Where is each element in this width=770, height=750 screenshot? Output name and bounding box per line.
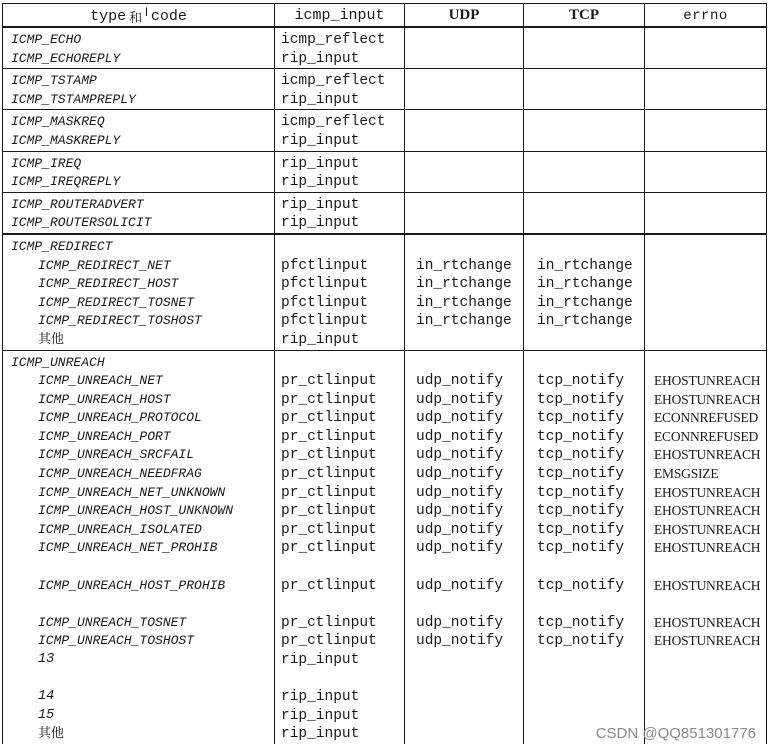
handler: pr_ctlinput: [281, 410, 377, 427]
tcp-handler: tcp_notify: [537, 540, 625, 557]
header-type-and-code: [3, 4, 275, 28]
symbol: ICMP_TSTAMP: [11, 73, 97, 89]
udp-handler: udp_notify: [416, 447, 504, 464]
group-ireq: [3, 151, 767, 192]
udp-handler: in_rtchange: [416, 257, 512, 274]
udp-handler: udp_notify: [416, 391, 504, 408]
handler: pr_ctlinput: [281, 577, 377, 594]
header-tcp: TCP: [524, 4, 645, 28]
symbol: ICMP_MASKREQ: [11, 114, 105, 130]
udp-handler: udp_notify: [416, 484, 504, 501]
handler: pfctlinput: [281, 257, 369, 274]
errno-value: EHOSTUNREACH: [654, 373, 761, 389]
tcp-cell: [524, 192, 645, 234]
icmp-input-cell: [275, 110, 405, 151]
symbol-other: 其他: [38, 726, 65, 742]
errno-cell: [645, 234, 767, 350]
type-code-cell: [3, 69, 275, 110]
tcp-handler: tcp_notify: [537, 577, 625, 594]
group-title: ICMP_REDIRECT: [11, 238, 113, 254]
handler: icmp_reflect: [281, 32, 386, 48]
icmp-input-cell: [275, 151, 405, 192]
icmp-dispatch-table: [2, 3, 767, 744]
symbol: ICMP_UNREACH_HOST_PROHIB: [38, 577, 226, 593]
group-router: [3, 192, 767, 234]
tcp-handler: in_rtchange: [537, 294, 633, 311]
handler: pfctlinput: [281, 276, 369, 293]
icmp-input-cell: [275, 69, 405, 110]
table-header-row: [3, 4, 767, 28]
handler: rip_input: [281, 196, 360, 213]
symbol: ICMP_UNREACH_PROTOCOL: [38, 410, 202, 426]
handler: pr_ctlinput: [281, 484, 377, 501]
errno-value: EHOSTUNREACH: [654, 521, 761, 537]
handler: pr_ctlinput: [281, 521, 377, 538]
handler: pr_ctlinput: [281, 373, 377, 390]
symbol: ICMP_UNREACH_NET_UNKNOWN: [38, 484, 226, 500]
errno-value: EHOSTUNREACH: [654, 577, 761, 593]
udp-cell: [405, 350, 524, 744]
tcp-handler: in_rtchange: [537, 257, 633, 274]
type-code-cell: [3, 151, 275, 192]
udp-cell: [405, 110, 524, 151]
udp-cell: [405, 69, 524, 110]
handler: icmp_reflect: [281, 73, 386, 90]
errno-value: EHOSTUNREACH: [654, 391, 761, 407]
header-code-label: code: [150, 8, 187, 25]
type-code-cell: [3, 110, 275, 151]
handler: pfctlinput: [281, 294, 369, 311]
tcp-handler: tcp_notify: [537, 484, 625, 501]
handler: rip_input: [281, 689, 360, 706]
errno-value: EHOSTUNREACH: [654, 540, 761, 556]
handler: pr_ctlinput: [281, 633, 377, 650]
udp-handler: udp_notify: [416, 633, 504, 650]
errno-cell: [645, 192, 767, 234]
symbol: ICMP_ROUTERADVERT: [11, 196, 144, 212]
errno-value: EHOSTUNREACH: [654, 484, 761, 500]
errno-value: EHOSTUNREACH: [654, 633, 761, 649]
symbol: ICMP_ECHO: [11, 32, 82, 47]
errno-cell: [645, 350, 767, 744]
errno-value: EHOSTUNREACH: [654, 503, 761, 519]
tcp-cell: [524, 234, 645, 350]
tcp-handler: tcp_notify: [537, 391, 625, 408]
tcp-handler: tcp_notify: [537, 633, 625, 650]
symbol: ICMP_ROUTERSOLICIT: [11, 215, 152, 231]
symbol: ICMP_UNREACH_ISOLATED: [38, 521, 202, 537]
tcp-cell: [524, 151, 645, 192]
handler: rip_input: [281, 91, 360, 108]
tcp-handler: tcp_notify: [537, 410, 625, 427]
header-errno: errno: [645, 4, 767, 28]
handler: rip_input: [281, 132, 360, 149]
tcp-handler: tcp_notify: [537, 373, 625, 390]
type-code-cell: [3, 27, 275, 69]
group-redirect: [3, 234, 767, 350]
tcp-handler: tcp_notify: [537, 614, 625, 631]
handler: pr_ctlinput: [281, 466, 377, 483]
symbol: ICMP_TSTAMPREPLY: [11, 91, 136, 107]
udp-handler: udp_notify: [416, 503, 504, 520]
udp-handler: udp_notify: [416, 466, 504, 483]
handler: pr_ctlinput: [281, 540, 377, 557]
tcp-handler: tcp_notify: [537, 521, 625, 538]
udp-handler: udp_notify: [416, 521, 504, 538]
handler: pfctlinput: [281, 313, 369, 330]
symbol: ICMP_UNREACH_TOSNET: [38, 614, 187, 630]
icmp-input-cell: [275, 192, 405, 234]
symbol-other: 其他: [38, 331, 65, 347]
icmp-input-cell: [275, 350, 405, 744]
symbol-code-15: 15: [38, 707, 55, 723]
udp-cell: [405, 234, 524, 350]
handler: rip_input: [281, 726, 360, 743]
symbol: ICMP_UNREACH_SRCFAIL: [38, 447, 195, 463]
symbol: ICMP_REDIRECT_NET: [38, 257, 171, 273]
errno-value: ECONNREFUSED: [654, 428, 759, 444]
tcp-handler: tcp_notify: [537, 428, 625, 445]
symbol: ICMP_IREQ: [11, 155, 82, 171]
udp-handler: udp_notify: [416, 373, 504, 390]
udp-cell: [405, 27, 524, 69]
tcp-handler: in_rtchange: [537, 276, 633, 293]
handler: pr_ctlinput: [281, 391, 377, 408]
udp-handler: in_rtchange: [416, 276, 512, 293]
type-code-cell: [3, 192, 275, 234]
handler: rip_input: [281, 331, 360, 348]
symbol: ICMP_UNREACH_HOST_UNKNOWN: [38, 503, 234, 519]
errno-value: EHOSTUNREACH: [654, 447, 761, 463]
handler: rip_input: [281, 707, 360, 724]
symbol: ICMP_UNREACH_NEEDFRAG: [38, 466, 202, 482]
udp-cell: [405, 192, 524, 234]
tcp-handler: tcp_notify: [537, 466, 625, 483]
tcp-cell: [524, 350, 645, 744]
symbol: ICMP_UNREACH_NET_PROHIB: [38, 540, 218, 556]
handler: rip_input: [281, 50, 360, 67]
symbol: ICMP_REDIRECT_TOSHOST: [38, 313, 202, 329]
header-stray-mark: l: [145, 5, 148, 19]
symbol: ICMP_ECHOREPLY: [11, 50, 121, 66]
handler: pr_ctlinput: [281, 428, 377, 445]
tcp-cell: [524, 110, 645, 151]
icmp-input-cell: [275, 27, 405, 69]
handler: rip_input: [281, 215, 360, 232]
header-type-label: type: [90, 8, 127, 25]
udp-handler: in_rtchange: [416, 294, 512, 311]
errno-cell: [645, 151, 767, 192]
handler: pr_ctlinput: [281, 614, 377, 631]
udp-handler: udp_notify: [416, 428, 504, 445]
group-unreach: [3, 350, 767, 744]
errno-value: ECONNREFUSED: [654, 410, 759, 426]
udp-handler: udp_notify: [416, 577, 504, 594]
symbol: ICMP_UNREACH_NET: [38, 373, 163, 389]
symbol: ICMP_UNREACH_HOST: [38, 391, 171, 407]
tcp-handler: in_rtchange: [537, 313, 633, 330]
errno-cell: [645, 69, 767, 110]
udp-handler: in_rtchange: [416, 313, 512, 330]
tcp-cell: [524, 69, 645, 110]
errno-cell: [645, 27, 767, 69]
symbol: ICMP_REDIRECT_HOST: [38, 276, 179, 292]
header-and-label: 和: [129, 11, 143, 26]
symbol: ICMP_UNREACH_TOSHOST: [38, 633, 195, 649]
errno-value: EMSGSIZE: [654, 466, 719, 482]
symbol-code-14: 14: [38, 689, 55, 705]
errno-cell: [645, 110, 767, 151]
csdn-watermark: CSDN @QQ851301776: [595, 725, 756, 742]
symbol: ICMP_IREQREPLY: [11, 174, 121, 190]
tcp-handler: tcp_notify: [537, 503, 625, 520]
tcp-handler: tcp_notify: [537, 447, 625, 464]
handler: rip_input: [281, 155, 360, 172]
symbol: ICMP_MASKREPLY: [11, 132, 121, 148]
handler: icmp_reflect: [281, 114, 386, 131]
handler: pr_ctlinput: [281, 503, 377, 520]
udp-handler: udp_notify: [416, 614, 504, 631]
errno-value: EHOSTUNREACH: [654, 614, 761, 630]
handler: pr_ctlinput: [281, 447, 377, 464]
type-code-cell: [3, 234, 275, 350]
tcp-cell: [524, 27, 645, 69]
symbol: ICMP_UNREACH_PORT: [38, 428, 171, 444]
udp-handler: udp_notify: [416, 410, 504, 427]
handler: rip_input: [281, 652, 360, 668]
group-tstamp: [3, 69, 767, 110]
udp-cell: [405, 151, 524, 192]
header-udp: UDP: [405, 4, 524, 28]
type-code-cell: [3, 350, 275, 744]
symbol: ICMP_REDIRECT_TOSNET: [38, 294, 195, 310]
group-mask: [3, 110, 767, 151]
udp-handler: udp_notify: [416, 540, 504, 557]
handler: rip_input: [281, 174, 360, 191]
icmp-input-cell: [275, 234, 405, 350]
group-echo: [3, 27, 767, 69]
symbol-code-13: 13: [38, 652, 55, 667]
header-icmp-input: icmp_input: [275, 4, 405, 28]
group-title: ICMP_UNREACH: [11, 354, 105, 370]
